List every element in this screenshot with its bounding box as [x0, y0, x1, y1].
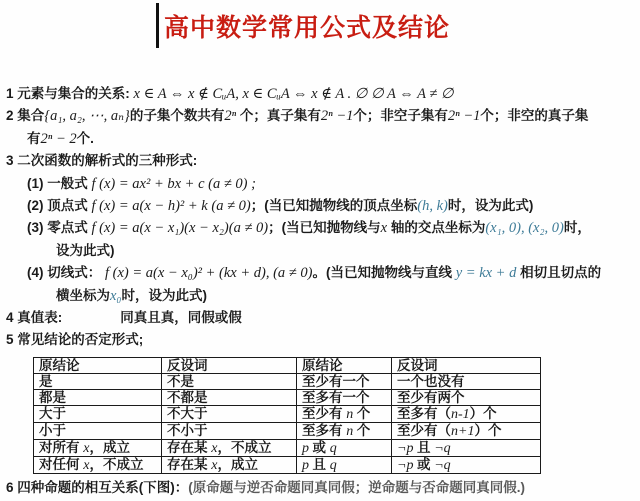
table-cell: 对所有 x，成立	[34, 439, 162, 456]
item-3-quadratic-forms-heading	[6, 150, 638, 172]
document-title-block	[156, 3, 640, 48]
item-2-cont-text-1: 有	[27, 130, 41, 146]
table-row	[34, 439, 541, 456]
table-cell: 存在某 x，成立	[162, 456, 297, 473]
document-body	[6, 83, 638, 499]
table-row	[34, 389, 541, 405]
table-cell: 至多有 n 个	[297, 422, 392, 439]
item-2-text-2: 个；真子集有	[236, 108, 321, 124]
table-cell: 不都是	[162, 389, 297, 405]
x-axis-variable: x	[380, 220, 388, 237]
intersection-coordinates: (x₁, 0), (x₂, 0)	[485, 220, 564, 237]
table-cell: 都是	[34, 389, 162, 405]
tangent-cont-text-1: 横坐标为	[56, 287, 110, 303]
table-row	[34, 373, 541, 389]
negation-table-body	[34, 357, 541, 473]
vertex-coordinates: (h, k)	[417, 198, 448, 215]
zero-form-label: (3) 零点式	[27, 220, 88, 236]
vertex-form-label: (2) 顶点式	[27, 198, 88, 214]
table-cell: 不小于	[162, 422, 297, 439]
four-propositions-heading: 6 四种命题的相互关系(下图)：	[6, 479, 189, 495]
item-2-formula-1: 2ⁿ	[224, 108, 237, 125]
item-1-sets-relation	[6, 83, 638, 105]
page-title: 高中数学常用公式及结论	[164, 13, 451, 42]
truth-table-heading: 4 真值表:	[6, 310, 63, 326]
item-6-four-propositions	[6, 477, 638, 499]
item-5-negation-forms-heading	[6, 329, 638, 351]
vertex-form-formula: f (x) = a(x − h)² + k (a ≠ 0)	[91, 198, 251, 215]
tangent-form-note-2: 相切且切点的	[516, 265, 602, 281]
zero-form-note-2: 轴的交点坐标为	[390, 220, 486, 236]
table-cell: ¬p 且 ¬q	[392, 439, 541, 456]
truth-table-rule: 同真且真，同假或假	[120, 310, 242, 326]
table-cell: 对任何 x，不成立	[34, 456, 162, 473]
tangent-form-note-1: 。(当已知抛物线与直线	[312, 265, 456, 281]
vertex-form-note-1: ；(当已知抛物线的顶点坐标	[250, 198, 418, 214]
table-cell: 是	[34, 373, 162, 389]
table-cell: 至多有（n-1）个	[392, 405, 541, 422]
table-header-cell: 原结论	[297, 357, 392, 373]
table-header-row	[34, 357, 541, 373]
table-cell: 小于	[34, 422, 162, 439]
table-row	[34, 405, 541, 422]
zero-form-formula: f (x) = a(x − x₁)(x − x₂)(a ≠ 0)	[91, 220, 269, 237]
table-header-cell: 反设词	[392, 357, 541, 373]
title-divider-line	[156, 3, 159, 48]
table-cell: 至少有一个	[297, 373, 392, 389]
table-cell: 至多有一个	[297, 389, 392, 405]
zero-form-continuation	[6, 240, 638, 262]
item-2-text-3: 个；非空子集有	[353, 108, 448, 124]
negation-table	[33, 357, 541, 474]
item-2-heading: 2 集合	[6, 108, 45, 124]
item-2-formula-2: 2ⁿ −1	[320, 108, 354, 125]
item-1-heading: 1 元素与集合的关系:	[6, 86, 130, 101]
table-cell: 一个也没有	[392, 373, 541, 389]
table-cell: 至少有两个	[392, 389, 541, 405]
quadratic-general-form	[6, 173, 638, 195]
table-cell: 存在某 x，不成立	[162, 439, 297, 456]
table-cell: ¬p 或 ¬q	[392, 456, 541, 473]
table-cell: p 或 q	[297, 439, 392, 456]
item-2-text-1: 的子集个数共有	[129, 108, 225, 124]
item-2-formula-3: 2ⁿ −1	[447, 108, 481, 125]
table-header-cell: 反设词	[162, 357, 297, 373]
quadratic-vertex-form	[6, 195, 638, 217]
zero-form-note-3: 时，	[563, 220, 591, 236]
tangent-form-formula: f (x) = a(x − x₀)² + (kx + d), (a ≠ 0)	[105, 265, 313, 282]
item-1-formula: x ∈ A ⇔ x ∉ CᵤA, x ∈ CᵤA ⇔ x ∉ A . ∅ ∅ A ⇔ A ≠ ∅	[133, 86, 454, 102]
item-2-cont-formula: 2ⁿ − 2	[40, 130, 77, 147]
tangent-line-equation: y = kx + d	[455, 265, 517, 282]
table-cell: 不大于	[162, 405, 297, 422]
quadratic-tangent-form	[6, 262, 638, 284]
tangent-cont-text-2: 时，设为此式)	[121, 287, 207, 303]
general-form-formula: f (x) = ax² + bx + c (a ≠ 0) ;	[91, 175, 256, 192]
item-2-text-4: 个；非空的真子集	[480, 108, 589, 124]
vertex-form-note-2: 时，设为此式)	[447, 198, 534, 214]
table-cell: 不是	[162, 373, 297, 389]
table-cell: 至少有（n+1）个	[392, 422, 541, 439]
tangent-point-abscissa: x₀	[110, 287, 122, 304]
table-row	[34, 422, 541, 439]
zero-form-note-1: ；(当已知抛物线与	[268, 220, 381, 236]
negation-forms-heading: 5 常见结论的否定形式;	[6, 332, 144, 348]
item-2-cont-text-2: 个.	[76, 130, 94, 146]
item-4-truth-table	[6, 307, 638, 329]
item-3-heading: 3 二次函数的解析式的三种形式:	[6, 153, 198, 169]
zero-form-note-cont: 设为此式)	[56, 242, 115, 258]
quadratic-zero-form	[6, 217, 638, 239]
table-cell: p 且 q	[297, 456, 392, 473]
tangent-form-continuation	[6, 285, 638, 307]
table-cell: 大于	[34, 405, 162, 422]
tangent-form-label: (4) 切线式：	[27, 265, 102, 281]
item-2-set-notation: {a₁, a₂, ⋯, aₙ}	[44, 108, 130, 125]
table-cell: 至少有 n 个	[297, 405, 392, 422]
table-row	[34, 456, 541, 473]
four-propositions-note: (原命题与逆否命题同真同假；逆命题与否命题同真同假.)	[188, 479, 525, 495]
general-form-label: (1) 一般式	[27, 175, 88, 191]
table-header-cell: 原结论	[34, 357, 162, 373]
item-2-continuation	[6, 128, 638, 150]
item-2-subset-count	[6, 105, 638, 127]
